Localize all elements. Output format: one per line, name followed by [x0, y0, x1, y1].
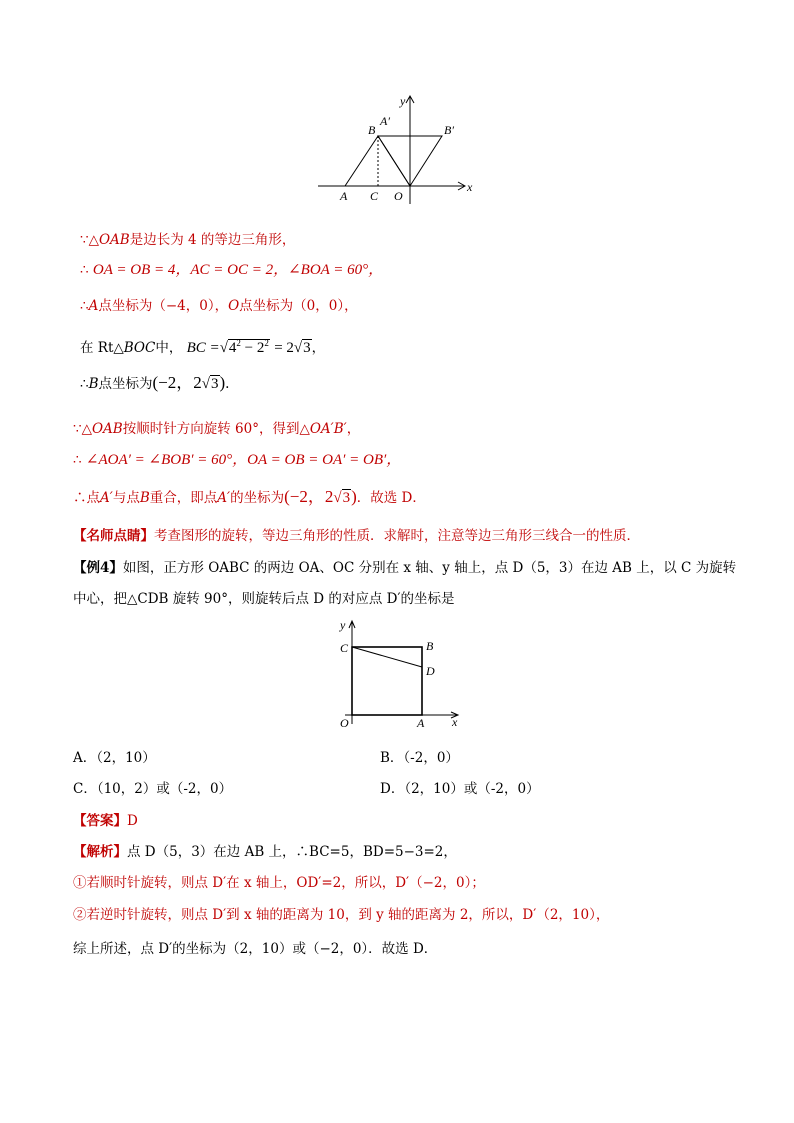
teacher-tip: 【名师点睛】考查图形的旋转，等边三角形的性质．求解时，注意等边三角形三线合一的性质． [73, 528, 640, 544]
example-4-line-2: 中心，把△CDB 旋转 90°，则旋转后点 D 的对应点 D′的坐标是 [73, 591, 455, 607]
label-b: B [426, 639, 434, 653]
sol-line-5: ∴B点坐标为(−2，2√3). [80, 373, 230, 392]
label-x: x [452, 715, 458, 729]
label-o: O [340, 716, 349, 730]
analysis-line-3: ②若逆时针旋转，则点 D′到 x 轴的距离为 10，到 y 轴的距离为 2，所以，D′（2，10）， [73, 907, 610, 923]
label-a: A [417, 716, 425, 730]
label-c: C [370, 189, 379, 203]
option-d: D．（2，10）或（-2，0） [380, 781, 540, 797]
label-b-prime: B′ [444, 123, 454, 137]
sol-line-8: ∴点A′与点B重合，即点A′的坐标为(−2，2√3)．故选 D． [73, 487, 426, 506]
analysis-line-1: 【解析】点 D（5，3）在边 AB 上，∴BC=5，BD=5−3=2， [73, 844, 457, 860]
label-a: A [340, 189, 348, 203]
label-b: B [368, 123, 376, 137]
sol-line-6: ∵△OAB按顺时针方向旋转 60°，得到△OA′B′， [73, 421, 361, 437]
figure-rotation-triangle [310, 92, 480, 207]
option-c: C．（10，2）或（-2，0） [73, 781, 233, 797]
label-x: x [467, 180, 473, 194]
label-a-prime: A′ [380, 114, 390, 128]
sol-line-1: ∵△OAB是边长为 4 的等边三角形， [80, 232, 296, 248]
analysis-line-4: 综上所述，点 D′的坐标为（2，10）或（−2，0）．故选 D． [73, 941, 438, 957]
example-4-line-1: 【例4】如图，正方形 OABC 的两边 OA、OC 分别在 x 轴、y 轴上，点 D（5，3）在边 AB 上，以 C 为旋转 [73, 560, 737, 576]
label-y: y [400, 94, 406, 108]
option-a: A．（2，10） [73, 750, 156, 766]
label-o: O [394, 189, 403, 203]
sol-line-2: ∴ OA = OB = 4，AC = OC = 2，∠BOA = 60°， [80, 262, 384, 278]
answer-line: 【答案】D [73, 813, 138, 829]
sol-line-7: ∴ ∠AOA′ = ∠BOB′ = 60°，OA = OB = OA′ = OB′， [73, 452, 402, 468]
segment-cd [352, 647, 422, 667]
label-y: y [340, 618, 346, 632]
analysis-line-2: ①若顺时针旋转，则点 D′在 x 轴上，OD′=2，所以，D′（−2，0）； [73, 875, 485, 891]
figure-square-oabc [335, 614, 465, 734]
label-c: C [340, 641, 349, 655]
option-b: B．（-2，0） [380, 750, 459, 766]
sol-line-4: 在 Rt△BOC中， BC $=√4^2 - 2^2 = 2√3$， [80, 338, 326, 356]
label-d: D [426, 664, 435, 678]
sol-line-3: ∴A点坐标为（−4，0），O点坐标为（0，0）， [80, 298, 358, 314]
